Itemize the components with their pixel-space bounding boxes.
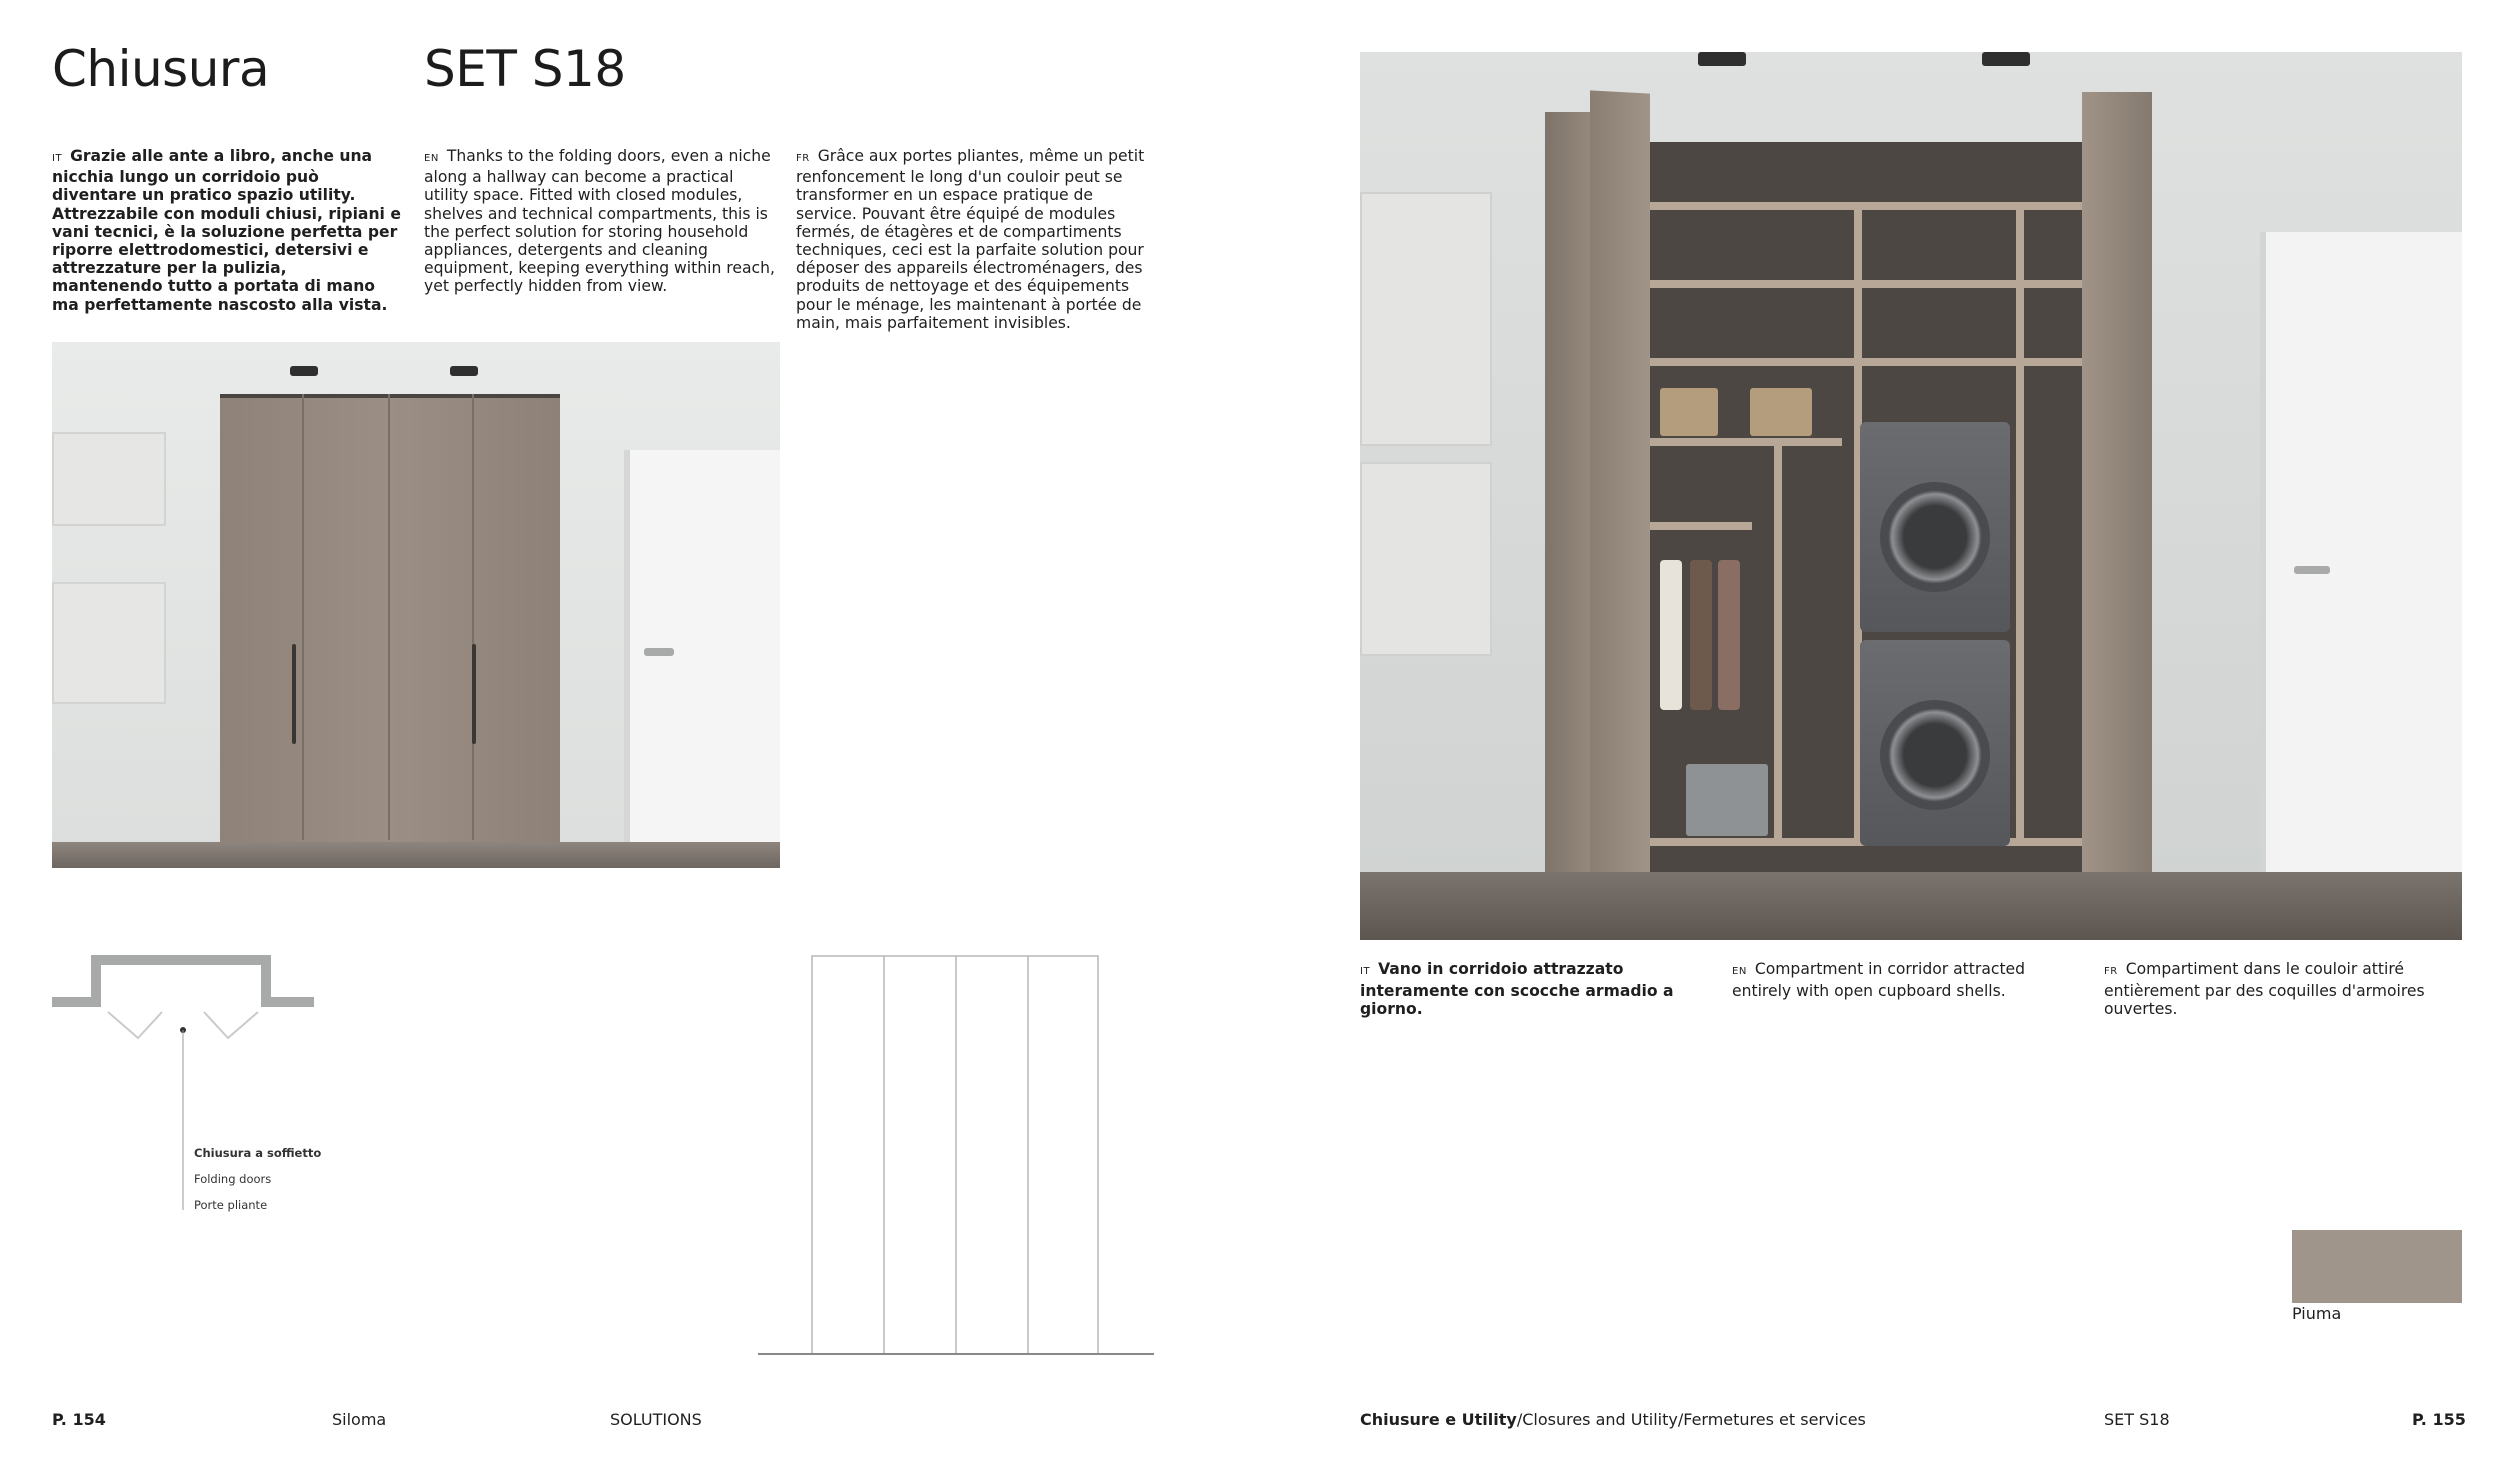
- wall-art-bottom: [52, 582, 166, 704]
- floor: [52, 842, 780, 868]
- plan-wall-outline: [52, 960, 314, 1002]
- door-seam: [302, 394, 304, 840]
- caption-it-text: Vano in corridoio attrazzato interamente con scocche armadio a giorno.: [1360, 960, 1674, 1018]
- lang-tag-fr: FR: [2104, 966, 2118, 977]
- plan-label-en: Folding doors: [194, 1172, 272, 1186]
- door-handle: [472, 644, 476, 744]
- storage-basket: [1750, 388, 1812, 436]
- wall-art-top: [52, 432, 166, 526]
- washing-machine: [1860, 422, 2010, 632]
- open-folding-door: [1545, 112, 1595, 882]
- dryer-drum: [1880, 700, 1990, 810]
- caption-fr-text: Compartiment dans le couloir attiré entièrement par des coquilles d'armoires ouvertes.: [2104, 960, 2425, 1018]
- description-it-text: Grazie alle ante a libro, anche una nicchia lungo un corridoio può diventare un pratico spazio utility. Attrezzabile con moduli chiusi, ripiani e vani tecnici, è la soluzione perfetta per riporre elettrodomestici, detersivi e attrezzature per la pulizia, mantenendo tutto a portata di mano ma perfettamente nascosto alla vista.: [52, 147, 401, 314]
- caption-it: [1360, 960, 1712, 1019]
- lang-tag-en: EN: [424, 153, 439, 164]
- open-folding-door: [1590, 90, 1650, 893]
- storage-basket: [1660, 388, 1718, 436]
- description-fr: [796, 147, 1152, 332]
- floor: [1360, 872, 2462, 940]
- finish-swatch-label: Piuma: [2292, 1304, 2342, 1323]
- footer-page-number-right: P. 155: [2412, 1410, 2466, 1429]
- open-utility-photo: [1360, 52, 2462, 940]
- dryer: [1860, 640, 2010, 846]
- wall-art-top: [1360, 192, 1492, 446]
- elevation-frame: [812, 956, 1098, 1354]
- plan-label-it: Chiusura a soffietto: [194, 1146, 322, 1160]
- plan-legend: [194, 1140, 321, 1218]
- set-title: SET S18: [424, 40, 626, 98]
- description-en: [424, 147, 778, 296]
- shelf: [1642, 522, 1752, 530]
- plan-door-leaf-right: [204, 1012, 258, 1038]
- ceiling-spotlight: [290, 366, 318, 376]
- door-knob: [644, 648, 674, 656]
- lang-tag-en: EN: [1732, 966, 1747, 977]
- footer-brand: Siloma: [332, 1410, 387, 1429]
- caption-en-text: Compartment in corridor attracted entirely with open cupboard shells.: [1732, 960, 2026, 1000]
- finish-swatch: [2292, 1230, 2462, 1303]
- hanging-clothes: [1690, 560, 1712, 710]
- elevation-diagram: [758, 950, 1154, 1360]
- wall-art-bottom: [1360, 462, 1492, 656]
- description-en-text: Thanks to the folding doors, even a niche along a hallway can become a practical utility space. Fitted with closed modules, shelves and technical compartments, this is the perfect solution for storing household appliances, detergents and cleaning equipment, keeping everything within reach, yet perfectly hidden from view.: [424, 147, 775, 296]
- cupboard-divider: [1774, 438, 1782, 838]
- page-title: Chiusura: [52, 40, 270, 98]
- footer-category-bold: Chiusure e Utility: [1360, 1410, 1517, 1429]
- door-knob: [2294, 566, 2330, 574]
- lang-tag-it: IT: [1360, 966, 1371, 977]
- plan-door-leaf-left: [108, 1012, 162, 1038]
- hallway-door: [624, 450, 780, 842]
- hanging-clothes: [1718, 560, 1740, 710]
- footer-page-number-left: P. 154: [52, 1410, 106, 1429]
- description-fr-text: Grâce aux portes pliantes, même un petit renfoncement le long d'un couloir peut se transformer en un espace pratique de service. Pouvant être équipé de modules fermés, de étagères et de compartiments techniques, ceci est la parfaite solution pour déposer des appareils électroménagers, des produits de nettoyage et des équipements pour le ménage, les maintenant à portée de main, mais parfaitement invisibles.: [796, 147, 1145, 332]
- open-folding-door: [2082, 92, 2152, 892]
- footer-category: [1360, 1410, 1866, 1429]
- hallway-door: [2260, 232, 2462, 872]
- hanging-clothes: [1660, 560, 1682, 710]
- closed-doors-photo: [52, 342, 780, 868]
- description-it: [52, 147, 402, 314]
- lang-tag-fr: FR: [796, 153, 810, 164]
- lang-tag-it: IT: [52, 153, 63, 164]
- folding-door-cabinet: [220, 394, 560, 844]
- shelf: [1642, 438, 1842, 446]
- door-seam: [472, 394, 474, 840]
- door-seam: [388, 394, 390, 840]
- caption-fr: [2104, 960, 2462, 1019]
- plan-label-fr: Porte pliante: [194, 1198, 268, 1212]
- storage-basket: [1686, 764, 1768, 836]
- cupboard-divider: [2016, 202, 2024, 842]
- ceiling-spotlight: [1982, 52, 2030, 66]
- footer-set: SET S18: [2104, 1410, 2170, 1429]
- footer-category-rest: /Closures and Utility/Fermetures et services: [1516, 1410, 1866, 1429]
- footer-section: SOLUTIONS: [610, 1410, 702, 1429]
- ceiling-spotlight: [450, 366, 478, 376]
- caption-en: [1732, 960, 2052, 1000]
- ceiling-spotlight: [1698, 52, 1746, 66]
- door-handle: [292, 644, 296, 744]
- washer-drum: [1880, 482, 1990, 592]
